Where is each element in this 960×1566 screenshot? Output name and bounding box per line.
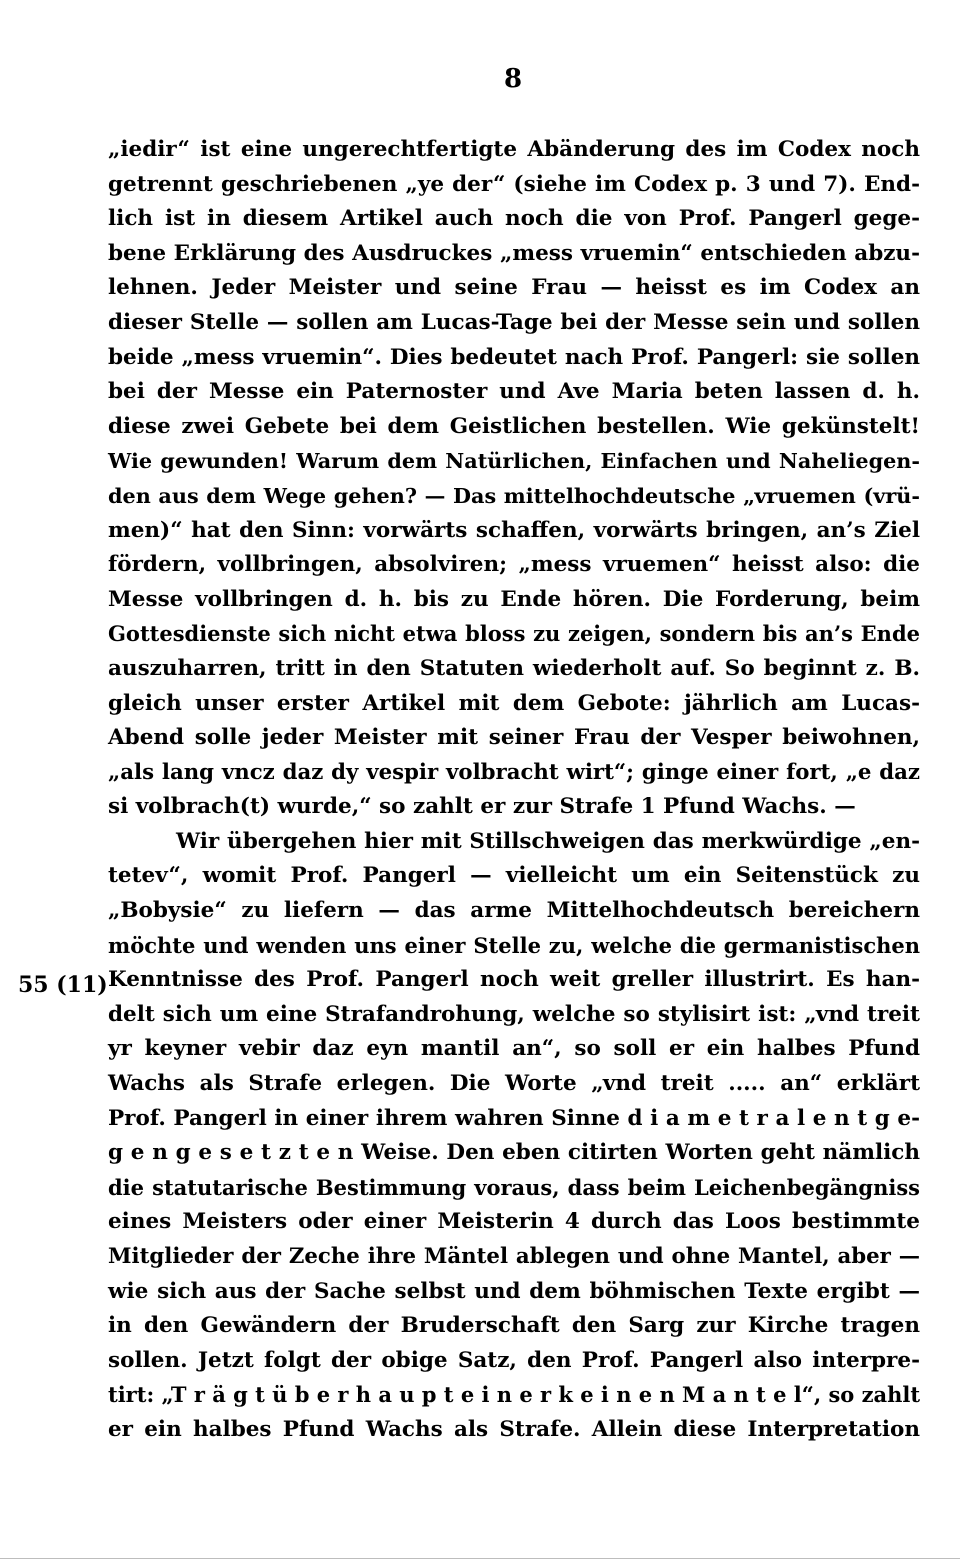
text-line: dieser Stelle — sollen am Lucas-Tage bei der Messe sein und sollen: [108, 309, 920, 335]
text-line: tetev“, womit Prof. Pangerl — vielleicht um ein Seitenstück zu: [108, 863, 920, 889]
text-line: Gottesdienste sich nicht etwa bloss zu zeigen, sondern bis an’s Ende: [108, 621, 920, 647]
text-line: g e n g e s e t z t e n Weise. Den eben citirten Worten geht nämlich: [108, 1140, 920, 1166]
text-line: bene Erklärung des Ausdruckes „mess vruemin“ entschieden abzu-: [108, 240, 920, 266]
text-line: er ein halbes Pfund Wachs als Strafe. Allein diese Interpretation: [108, 1416, 920, 1442]
text-line: in den Gewändern der Bruderschaft den Sarg zur Kirche tragen: [108, 1313, 920, 1339]
text-line: Abend solle jeder Meister mit seiner Frau der Vesper beiwohnen,: [108, 725, 920, 751]
text-line: tirt: „T r ä g t ü b e r h a u p t e i n e r k e i n e n M a n t e l“, so zahlt: [108, 1382, 921, 1408]
text-line: yr keyner vebir daz eyn mantil an“, so soll er ein halbes Pfund: [108, 1036, 920, 1062]
text-line: gleich unser erster Artikel mit dem Gebote: jährlich am Lucas-: [108, 690, 920, 716]
text-line: Messe vollbringen d. h. bis zu Ende hören. Die Forderung, beim: [108, 586, 920, 612]
text-line: Wie gewunden! Warum dem Natürlichen, Einfachen und Naheliegen-: [108, 449, 920, 474]
text-line: Mitglieder der Zeche ihre Mäntel ablegen und ohne Mantel, aber —: [108, 1244, 920, 1269]
text-line: Wir übergehen hier mit Stillschweigen das merkwürdige „en-: [176, 828, 920, 854]
text-line: getrennt geschriebenen „ye der“ (siehe im Codex p. 3 und 7). End-: [108, 171, 920, 197]
text-line: si volbrach(t) wurde,“ so zahlt er zur Strafe 1 Pfund Wachs. —: [108, 794, 856, 820]
text-line: auszuharren, tritt in den Statuten wiederholt auf. So beginnt z. B.: [108, 655, 920, 681]
text-line: Kenntnisse des Prof. Pangerl noch weit greller illustrirt. Es han-: [108, 967, 920, 993]
text-line: men)“ hat den Sinn: vorwärts schaffen, vorwärts bringen, an’s Ziel: [108, 517, 920, 543]
text-line: Prof. Pangerl in einer ihrem wahren Sinne d i a m e t r a l e n t g e-: [108, 1105, 920, 1131]
text-line: bei der Messe ein Paternoster und Ave Maria beten lassen d. h.: [108, 379, 920, 405]
text-line: lehnen. Jeder Meister und seine Frau — heisst es im Codex an: [108, 275, 920, 301]
text-line: den aus dem Wege gehen? — Das mittelhochdeutsche „vruemen (vrü-: [108, 483, 920, 508]
text-line: sollen. Jetzt folgt der obige Satz, den Prof. Pangerl also interpre-: [108, 1347, 920, 1373]
text-line: beide „mess vruemin“. Dies bedeutet nach Prof. Pangerl: sie sollen: [108, 344, 920, 370]
text-line: „Bobysie“ zu liefern — das arme Mittelhochdeutsch bereichern: [108, 898, 920, 924]
page-number: 8: [503, 64, 523, 94]
text-line: diese zwei Gebete bei dem Geistlichen bestellen. Wie gekünstelt!: [108, 413, 920, 439]
text-line: fördern, vollbringen, absolviren; „mess vruemen“ heisst also: die: [108, 552, 920, 578]
text-line: Wachs als Strafe erlegen. Die Worte „vnd treit ..... an“ erklärt: [108, 1071, 920, 1097]
text-line: delt sich um eine Strafandrohung, welche so stylisirt ist: „vnd treit: [108, 1001, 920, 1027]
page-bottom-rule: [0, 1558, 960, 1559]
margin-note: 55 (11): [18, 972, 108, 998]
text-line: „als lang vncz daz dy vespir volbracht wirt“; ginge einer fort, „e daz: [108, 759, 920, 785]
text-line: möchte und wenden uns einer Stelle zu, welche die germanistischen: [108, 932, 920, 958]
text-line: wie sich aus der Sache selbst und dem böhmischen Texte ergibt —: [108, 1278, 920, 1304]
body-text: [108, 133, 920, 1448]
text-line: lich ist in diesem Artikel auch noch die von Prof. Pangerl gege-: [108, 206, 920, 232]
text-line: die statutarische Bestimmung voraus, dass beim Leichenbegängniss: [108, 1174, 920, 1200]
text-line: eines Meisters oder einer Meisterin 4 durch das Loos bestimmte: [108, 1209, 920, 1235]
text-line: „iedir“ ist eine ungerechtfertigte Abänderung des im Codex noch: [108, 137, 920, 162]
